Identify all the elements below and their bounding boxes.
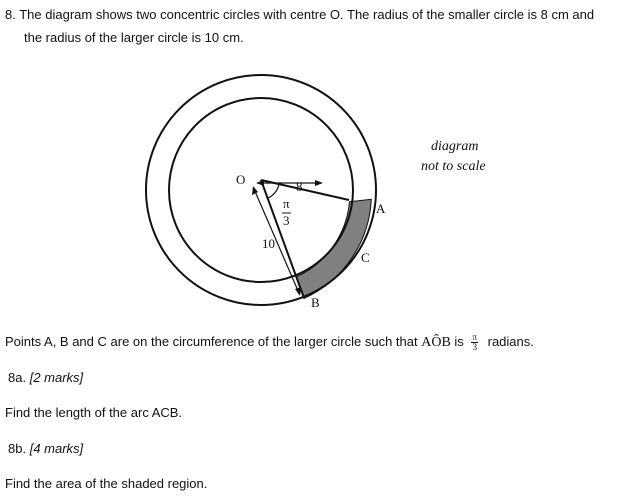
part-a-question: Find the length of the arc ACB. — [5, 405, 183, 420]
arrowhead-8-right — [315, 180, 323, 186]
part-a-marks: [2 marks] — [29, 370, 84, 385]
part-b-number: 8b. — [8, 441, 27, 456]
angle-fraction — [471, 333, 478, 352]
label-radius-8: 8 — [296, 179, 303, 194]
label-O: O — [236, 172, 246, 187]
angle-frac-num: π — [283, 196, 290, 211]
part-a-heading — [8, 370, 83, 386]
angle-frac-den: 3 — [283, 213, 290, 228]
label-B: B — [311, 295, 320, 310]
diagram-note-line1: diagram — [431, 139, 479, 154]
points-statement — [5, 333, 534, 352]
label-radius-10: 10 — [262, 236, 275, 251]
label-C: C — [361, 250, 370, 265]
part-b-marks: [4 marks] — [29, 441, 84, 456]
fraction-numerator: π — [472, 332, 477, 342]
question-intro-line2: the radius of the larger circle is 10 cm. — [24, 30, 244, 45]
arrowhead-8-left — [256, 180, 264, 186]
question-intro-text: The diagram shows two concentric circles with centre O. The radius of the smaller circle is 8 cm and — [19, 7, 595, 22]
fraction-denominator: 3 — [472, 342, 477, 352]
diagram-note-line2: not to scale — [421, 159, 486, 174]
radians-word: radians. — [487, 333, 534, 349]
part-b-question: Find the area of the shaded region. — [5, 476, 208, 491]
arrowhead-10-bottom — [295, 287, 301, 296]
label-A: A — [376, 201, 386, 216]
smaller-circle — [169, 98, 353, 282]
points-statement-text: Points A, B and C are on the circumference of the larger circle such that — [5, 333, 418, 349]
part-a-number: 8a. — [8, 370, 27, 385]
question-number: 8. — [5, 7, 16, 22]
arrowhead-10-top — [252, 186, 258, 195]
part-b-heading — [8, 441, 83, 457]
angle-arc — [268, 184, 279, 198]
dimension-arrow-10 — [254, 189, 299, 293]
angle-AOB: AÔB — [421, 334, 451, 350]
is-word: is — [454, 333, 464, 349]
